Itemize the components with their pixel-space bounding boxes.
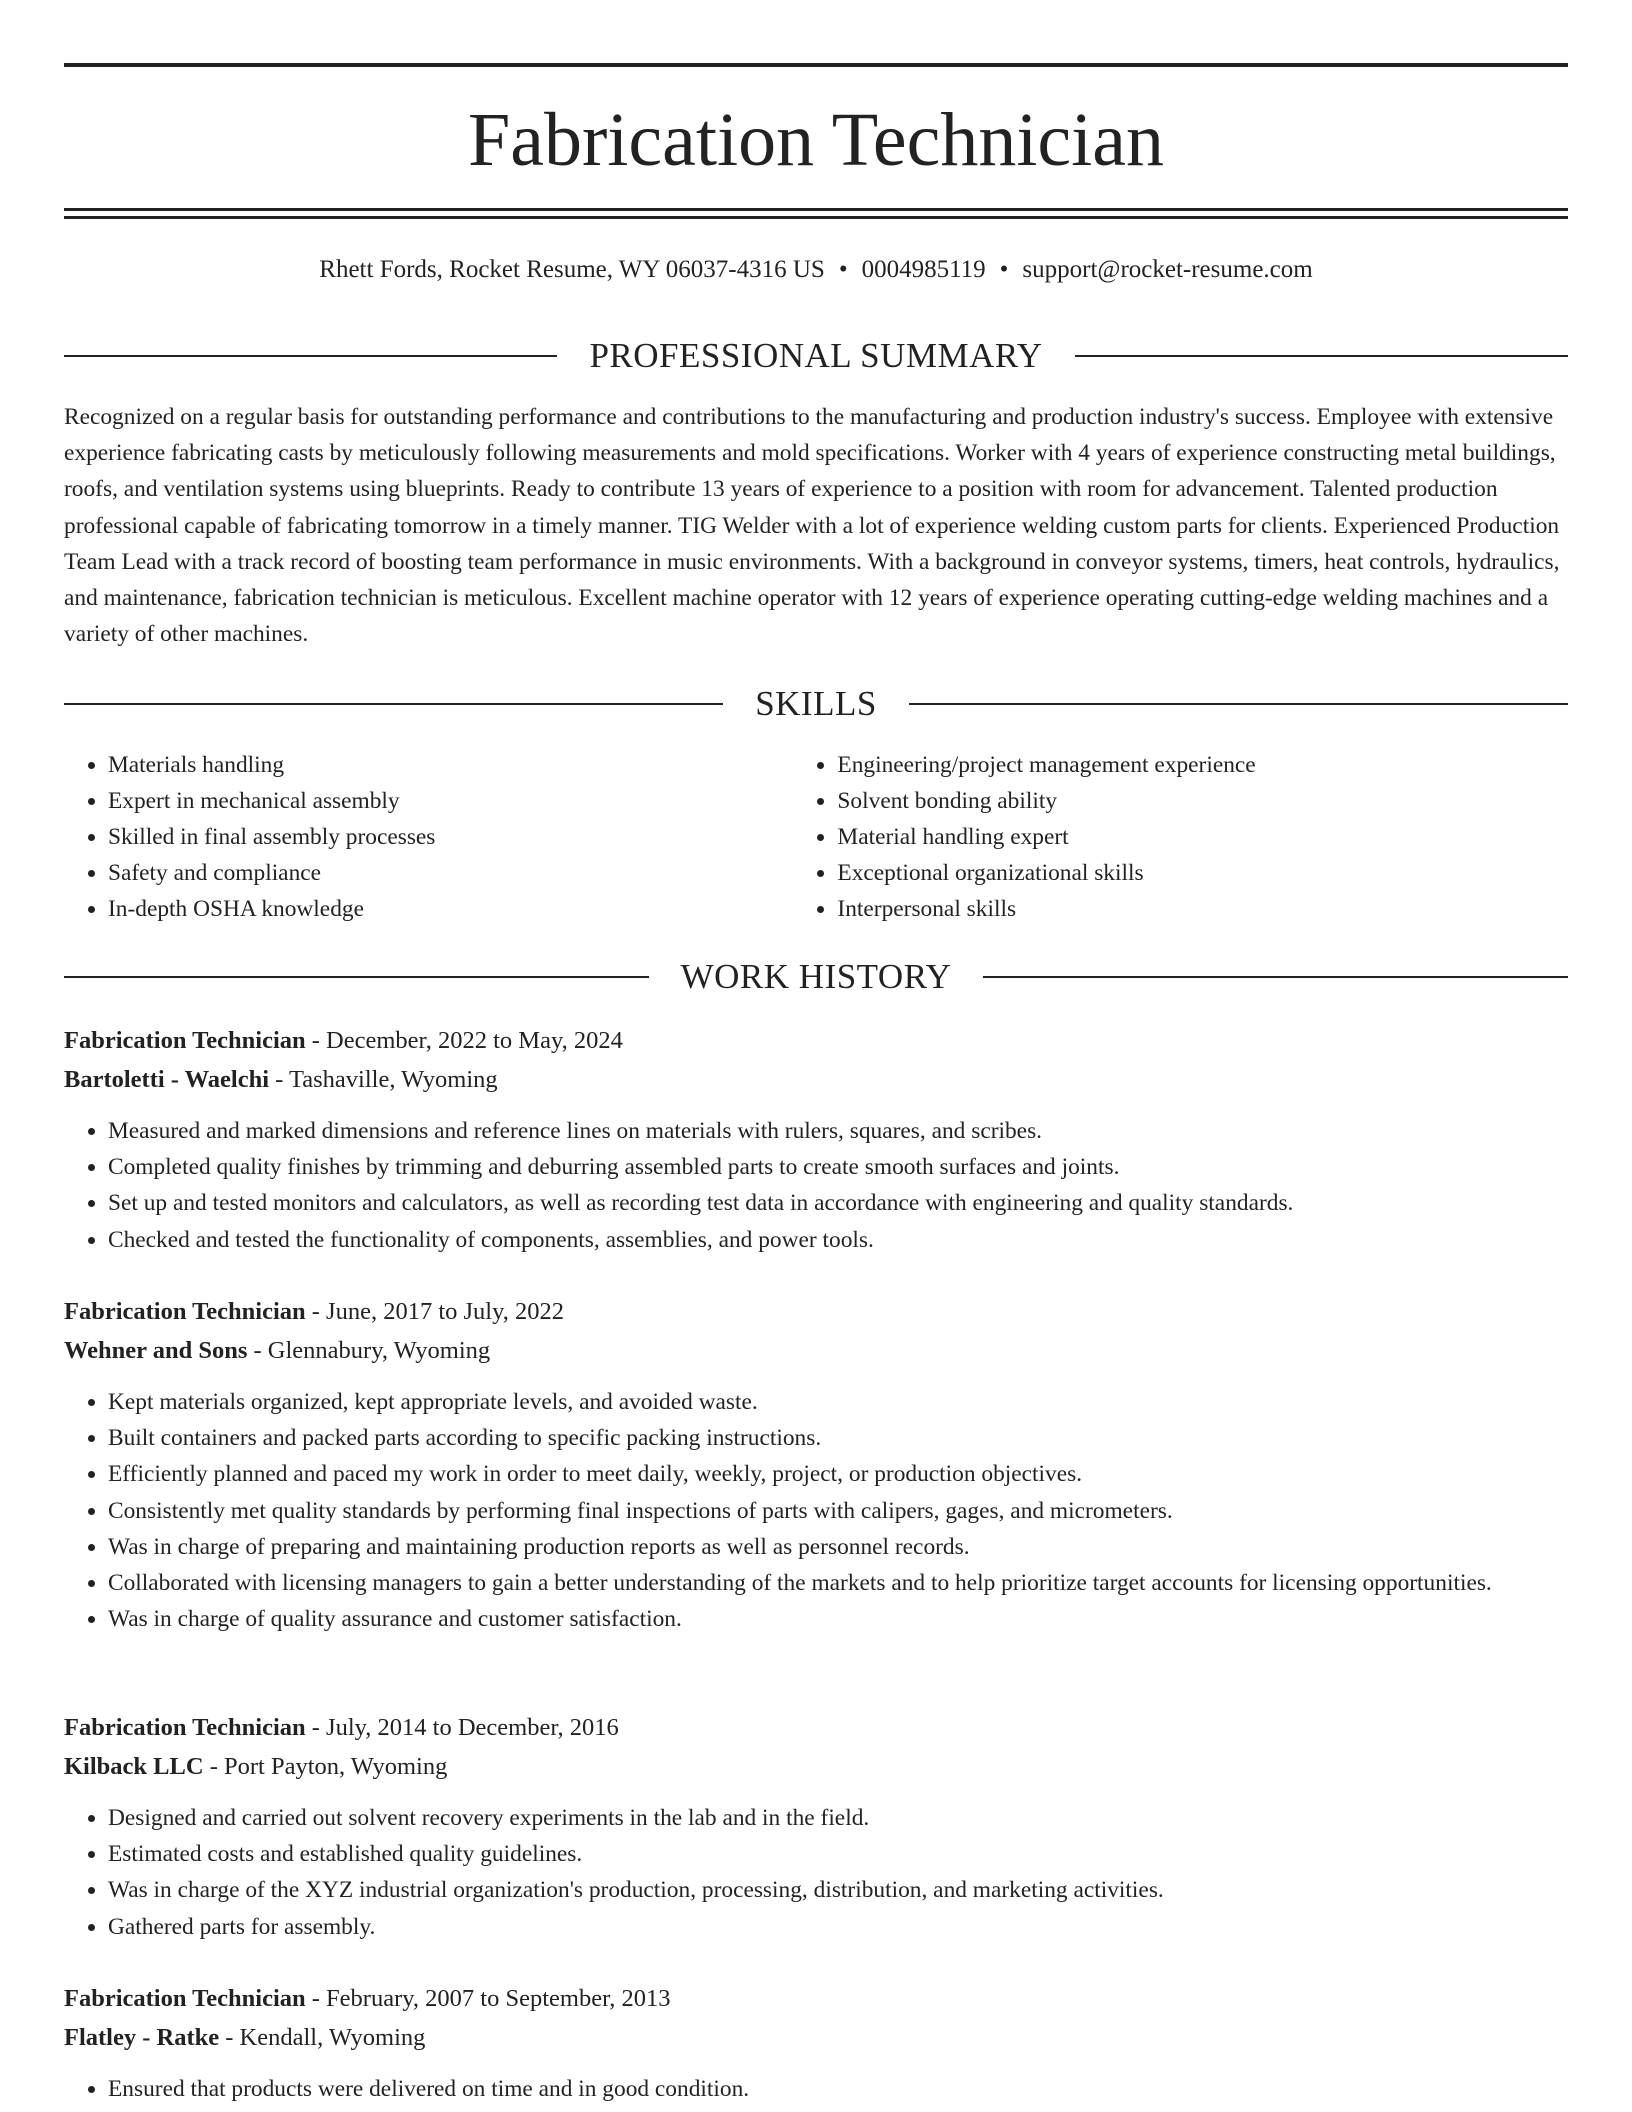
- job-bullet: • Kept materials organized, kept appropriate levels, and avoided waste.: [108, 1384, 1568, 1420]
- job-bullet: • Designed and carried out solvent recovery experiments in the lab and in the field.: [108, 1800, 1568, 1836]
- skill-item: • Interpersonal skills: [837, 891, 1568, 927]
- job-entry: [64, 1709, 1568, 1945]
- job-bullet: • Completed quality finishes by trimming and deburring assembled parts to create smooth surfaces and joints.: [108, 1149, 1568, 1185]
- section-header-skills: [64, 682, 1568, 726]
- job-title: Fabrication Technician: [64, 1298, 306, 1325]
- job-company: Bartoletti - Waelchi: [64, 1065, 270, 1093]
- job-role-line: [64, 1293, 1568, 1332]
- job-dates: - December, 2022 to May, 2024: [311, 1027, 623, 1054]
- section-rule: [64, 976, 649, 978]
- section-rule: [983, 976, 1568, 978]
- job-company-line: [64, 1332, 1568, 1371]
- section-header-work: [64, 955, 1568, 999]
- contact-email: support@rocket-resume.com: [1022, 256, 1313, 283]
- contact-line: [64, 253, 1568, 287]
- section-title-work: WORK HISTORY: [680, 957, 952, 996]
- job-bullets: [64, 1800, 1568, 1945]
- job-entry: [64, 1022, 1568, 1258]
- job-dates: - June, 2017 to July, 2022: [311, 1298, 565, 1325]
- job-title: Fabrication Technician: [64, 1714, 306, 1741]
- job-location: - Port Payton, Wyoming: [209, 1752, 448, 1780]
- job-bullets: [64, 1113, 1568, 1258]
- skills-list: [64, 747, 1568, 927]
- job-role-line: [64, 1022, 1568, 1061]
- section-rule: [64, 703, 723, 705]
- section-header-summary: [64, 334, 1568, 378]
- section-rule: [909, 703, 1568, 705]
- job-company: Wehner and Sons: [64, 1336, 248, 1364]
- job-title: Fabrication Technician: [64, 1985, 306, 2012]
- job-company-line: [64, 1061, 1568, 1100]
- job-bullet: • Was in charge of quality assurance and customer satisfaction.: [108, 1601, 1568, 1637]
- job-bullet: • Built containers and packed parts according to specific packing instructions.: [108, 1420, 1568, 1456]
- skill-item: • Engineering/project management experience: [837, 747, 1568, 783]
- top-rule: [64, 63, 1568, 67]
- skill-item: • Exceptional organizational skills: [837, 855, 1568, 891]
- job-dates: - February, 2007 to September, 2013: [311, 1985, 671, 2012]
- job-location: - Tashaville, Wyoming: [275, 1065, 498, 1093]
- job-bullet: • Ensured that products were delivered on time and in good condition.: [108, 2071, 1568, 2107]
- skills-column-left: [64, 747, 793, 927]
- job-bullet: • Was in charge of preparing and maintaining production reports as well as personnel records.: [108, 1529, 1568, 1565]
- section-rule: [1075, 355, 1568, 357]
- job-entry: [64, 1980, 1568, 2107]
- job-bullet: • Set up and tested monitors and calculators, as well as recording test data in accordance with engineering and quality standards.: [108, 1185, 1568, 1221]
- skill-item: • Solvent bonding ability: [837, 783, 1568, 819]
- contact-phone: 0004985119: [861, 256, 986, 283]
- section-title-skills: SKILLS: [755, 684, 877, 723]
- contact-separator: •: [838, 256, 848, 283]
- resume-title: Fabrication Technician: [467, 98, 1165, 182]
- section-title-summary: PROFESSIONAL SUMMARY: [589, 336, 1043, 375]
- job-dates: - July, 2014 to December, 2016: [311, 1714, 619, 1741]
- job-bullets: [64, 2071, 1568, 2107]
- title-double-rule: [64, 208, 1568, 219]
- job-bullets: [64, 1384, 1568, 1637]
- job-bullet: • Estimated costs and established quality guidelines.: [108, 1836, 1568, 1872]
- skills-column-right: [793, 747, 1568, 927]
- job-company-line: [64, 2019, 1568, 2058]
- skill-item: • Material handling expert: [837, 819, 1568, 855]
- job-bullet: • Checked and tested the functionality of components, assemblies, and power tools.: [108, 1222, 1568, 1258]
- job-role-line: [64, 1980, 1568, 2019]
- job-bullet: • Was in charge of the XYZ industrial organization's production, processing, distribution, and marketing activities.: [108, 1872, 1568, 1908]
- contact-address: Rhett Fords, Rocket Resume, WY 06037-4316 US: [319, 256, 825, 283]
- job-company: Flatley - Ratke: [64, 2023, 220, 2051]
- section-rule: [64, 355, 557, 357]
- job-company-line: [64, 1748, 1568, 1787]
- contact-separator: •: [999, 256, 1009, 283]
- skill-item: • Expert in mechanical assembly: [108, 783, 793, 819]
- job-bullet: • Consistently met quality standards by performing final inspections of parts with calipers, gages, and micrometers.: [108, 1493, 1568, 1529]
- skill-item: • In-depth OSHA knowledge: [108, 891, 793, 927]
- job-bullet: • Collaborated with licensing managers to gain a better understanding of the markets and to help prioritize target accounts for licensing opportunities.: [108, 1565, 1568, 1601]
- skill-item: • Skilled in final assembly processes: [108, 819, 793, 855]
- job-bullet: • Efficiently planned and paced my work in order to meet daily, weekly, project, or production objectives.: [108, 1456, 1568, 1492]
- job-title: Fabrication Technician: [64, 1027, 306, 1054]
- job-location: - Glennabury, Wyoming: [253, 1336, 491, 1364]
- skill-item: • Safety and compliance: [108, 855, 793, 891]
- job-bullet: • Gathered parts for assembly.: [108, 1909, 1568, 1945]
- job-bullet: • Measured and marked dimensions and reference lines on materials with rulers, squares, and scribes.: [108, 1113, 1568, 1149]
- job-location: - Kendall, Wyoming: [225, 2023, 426, 2051]
- job-company: Kilback LLC: [64, 1752, 204, 1780]
- summary-text: Recognized on a regular basis for outstanding performance and contributions to the manufacturing and production industry's success. Employee with extensive experience fabricating casts by meticulously following measurements and mold specifications. Worker with 4 years of experience constructing metal buildings, roofs, and ventilation systems using blueprints. Ready to contribute 13 years of experience to a position with room for advancement. Talented production professional capable of fabricating tomorrow in a timely manner. TIG Welder with a lot of experience welding custom parts for clients. Experienced Production Team Lead with a track record of boosting team performance in music environments. With a background in conveyor systems, timers, heat controls, hydraulics, and maintenance, fabrication technician is meticulous. Excellent machine operator with 12 years of experience operating cutting-edge welding machines and a variety of other machines.: [64, 404, 1560, 648]
- skill-item: • Materials handling: [108, 747, 793, 783]
- job-role-line: [64, 1709, 1568, 1748]
- job-entry: [64, 1293, 1568, 1637]
